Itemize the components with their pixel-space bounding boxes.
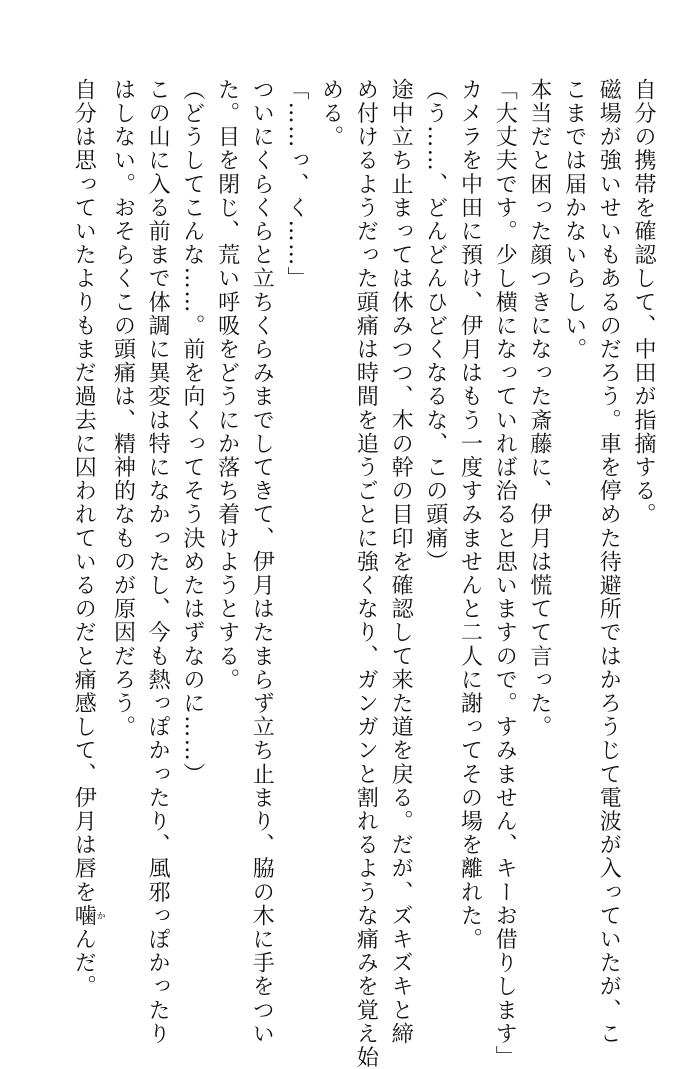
text-line-17-tail: んだ。 bbox=[71, 927, 97, 999]
vertical-text-body bbox=[66, 78, 660, 1069]
text-line-1: 自分の携帯を確認して、中田が指摘する。 bbox=[631, 78, 656, 527]
text-line-3: こまでは届かないらしい。 bbox=[561, 78, 587, 362]
ruby-reading: か bbox=[94, 904, 105, 928]
text-line-12: ついにくらくらと立ちくらみまでしてきて、伊月はたまらず立ち止まり、脇の木に手をつい bbox=[249, 78, 275, 1046]
text-line-8: 途中立ち止まっては休みつつ、木の幹の目印を確認して来た道を戻る。だが、ズキズキと締 bbox=[388, 78, 414, 1046]
text-line-17-body: 自分は思っていたよりもまだ過去に囚われているのだと痛感して、伊月は唇を bbox=[71, 78, 97, 904]
ruby-base: 噛 bbox=[71, 904, 97, 928]
text-line-10: める。 bbox=[318, 78, 344, 149]
text-line-13: た。目を閉じ、荒い呼吸をどうにか落ち着けようとする。 bbox=[214, 78, 240, 692]
text-line-11: 「……っ、く……」 bbox=[283, 78, 309, 291]
text-line-5: 「大丈夫です。少し横になっていれば治ると思いますので。すみません、キーお借りします」 bbox=[492, 78, 518, 1069]
text-line-9: め付けるようだった頭痛は時間を追うごとに強くなり、ガンガンと割れるような痛みを覚え始 bbox=[353, 78, 379, 1069]
text-line-14: （どうしてこんな……。前を向くってそう決めたはずなのに……） bbox=[179, 78, 205, 786]
text-line-16: はしない。おそらくこの頭痛は、精神的なものが原因だろう。 bbox=[110, 78, 136, 739]
text-line-2: 磁場が強いせいもあるのだろう。車を停めた待避所ではかろうじて電波が入っていたが、こ bbox=[596, 78, 622, 1046]
text-line-4: 本当だと困った顔つきになった斎藤に、伊月は慌てて言った。 bbox=[526, 78, 552, 739]
text-line-17 bbox=[66, 78, 105, 999]
furigana-ruby bbox=[71, 904, 105, 928]
text-line-15: この山に入る前まで体調に異変は特になかったし、今も熱っぽかったり、風邪っぽかったり bbox=[145, 78, 171, 1046]
text-line-6: カメラを中田に預け、伊月はもう一度すみませんと二人に謝ってその場を離れた。 bbox=[457, 78, 483, 952]
text-line-7: （う……、どんどんひどくなるな、この頭痛） bbox=[422, 78, 448, 574]
